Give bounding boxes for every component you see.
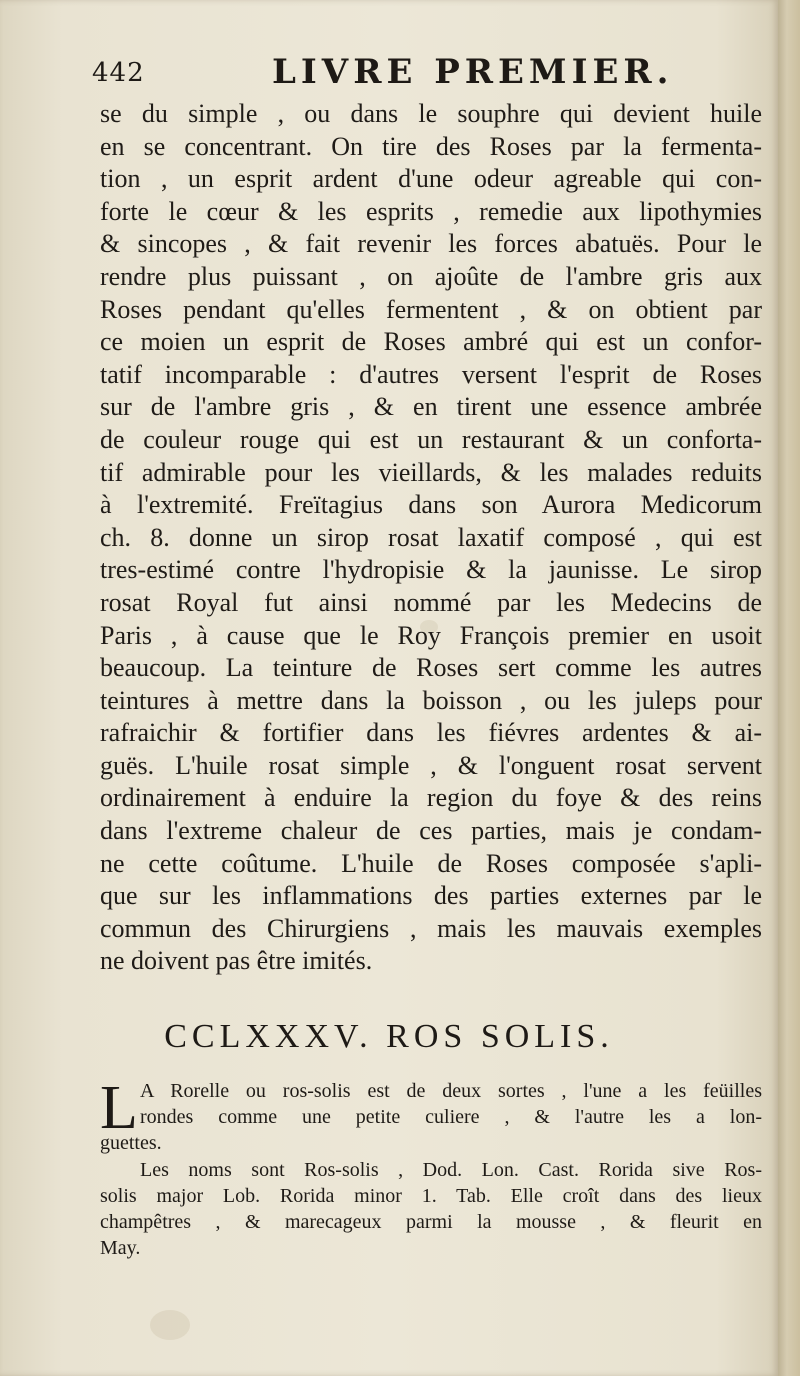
entry-line: rondes comme une petite culiere , & l'autre les a lon- [140, 1106, 762, 1129]
entry-line: A Rorelle ou ros-solis est de deux sortes , l'une a les feüilles [140, 1080, 762, 1102]
entry-line: Les noms sont Ros-solis , Dod. Lon. Cast. Rorida sive Ros- [140, 1158, 762, 1181]
text-line: guës. L'huile rosat simple , & l'onguent rosat servent [100, 750, 762, 780]
paper-stain [150, 1310, 190, 1340]
text-line: rafraichir & fortifier dans les fiévres ardentes & ai- [100, 718, 762, 748]
text-line: teintures à mettre dans la boisson , ou les juleps pour [100, 685, 762, 715]
text-line: beaucoup. La teinture de Roses sert comme les autres [100, 653, 762, 683]
text-line: ne cette coûtume. L'huile de Roses composée s'apli- [100, 848, 762, 878]
text-line: commun des Chirurgiens , mais les mauvais exemples [100, 913, 762, 943]
text-line: Roses pendant qu'elles fermentent , & on obtient par [100, 294, 762, 324]
text-line: se du simple , ou dans le souphre qui devient huile [100, 99, 762, 128]
page-header [92, 52, 762, 98]
entry-line: solis major Lob. Rorida minor 1. Tab. Elle croît dans des lieux [100, 1184, 762, 1207]
page-number: 442 [92, 58, 145, 88]
text-line: de couleur rouge qui est un restaurant & un conforta- [100, 424, 762, 454]
page-edge [778, 0, 800, 1376]
text-line: ordinairement à enduire la region du foye & des reins [100, 783, 762, 813]
text-line: tatif incomparable : d'autres versent l'esprit de Roses [100, 359, 762, 389]
text-line: tres-estimé contre l'hydropisie & la jaunisse. Le sirop [100, 555, 762, 585]
entry-line: guettes. [100, 1132, 162, 1155]
text-line: & sincopes , & fait revenir les forces abatuës. Pour le [100, 229, 762, 259]
text-line: forte le cœur & les esprits , remedie aux lipothymies [100, 196, 762, 226]
drop-cap: L [100, 1074, 138, 1142]
text-line: tion , un esprit ardent d'une odeur agreable qui con- [100, 164, 762, 194]
text-line: tif admirable pour les vieillards, & les malades reduits [100, 457, 762, 487]
text-line: Paris , à cause que le Roy François premier en usoit [100, 620, 762, 650]
body-paragraph [100, 98, 762, 978]
text-line: ce moien un esprit de Roses ambré qui est un confor- [100, 327, 762, 357]
text-line: sur de l'ambre gris , & en tirent une essence ambrée [100, 392, 762, 422]
text-line: rosat Royal fut ainsi nommé par les Medecins de [100, 587, 762, 617]
text-line: rendre plus puissant , on ajoûte de l'ambre gris aux [100, 261, 762, 291]
entry-paragraph [100, 1074, 762, 1261]
running-title: LIVRE PREMIER. [272, 52, 674, 92]
section-heading: CCLXXXV. ROS SOLIS. [164, 1018, 614, 1055]
text-line: ch. 8. donne un sirop rosat laxatif composé , qui est [100, 522, 762, 552]
text-line: à l'extremité. Freïtagius dans son Aurora Medicorum [100, 490, 762, 520]
text-line: ne doivent pas être imités. [100, 946, 373, 976]
text-line: en se concentrant. On tire des Roses par la fermenta- [100, 131, 762, 161]
text-line: dans l'extreme chaleur de ces parties, mais je condam- [100, 816, 762, 846]
text-line: que sur les inflammations des parties externes par le [100, 881, 762, 911]
entry-line: May. [100, 1237, 141, 1260]
entry-line: champêtres , & marecageux parmi la mousse , & fleurit en [100, 1210, 762, 1233]
